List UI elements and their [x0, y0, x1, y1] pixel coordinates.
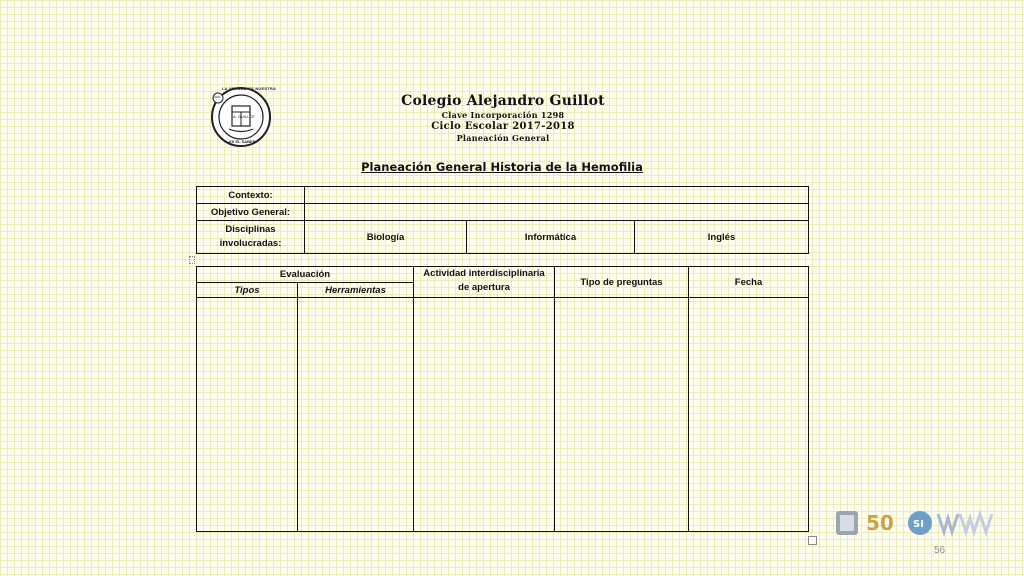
tipo-preguntas-cell[interactable]	[555, 298, 689, 532]
school-name: Colegio Alejandro Guillot	[401, 93, 605, 109]
svg-text:SI: SI	[913, 519, 924, 530]
herramientas-cell[interactable]	[298, 298, 414, 532]
seal-badge-text: UNAM	[213, 96, 221, 99]
herramientas-header: Herramientas	[298, 283, 414, 298]
school-header	[380, 93, 626, 143]
evaluation-table	[196, 266, 809, 532]
objetivo-general-value-cell[interactable]	[305, 204, 809, 221]
disciplinas-label-line2: involucradas:	[219, 238, 282, 249]
table-resize-handle[interactable]	[808, 536, 817, 545]
tipos-cell[interactable]	[197, 298, 298, 532]
seal-center-text: A. GUILLOT	[233, 114, 256, 119]
clave-incorporacion: Clave Incorporación 1298	[441, 110, 565, 120]
seal-text-top: LA VERDAD ES NUESTRA	[222, 86, 277, 91]
planeacion-general-label: Planeación General	[456, 133, 550, 143]
unam-shield-icon	[836, 511, 858, 535]
evaluacion-header: Evaluación	[197, 267, 414, 283]
discipline-ingles[interactable]: Inglés	[635, 221, 809, 254]
fecha-cell[interactable]	[689, 298, 809, 532]
document-title: Planeación General Historia de la Hemofilia	[361, 160, 643, 174]
actividad-header-line2: de apertura	[458, 281, 510, 293]
contexto-label: Contexto:	[197, 187, 305, 204]
actividad-cell[interactable]	[414, 298, 555, 532]
fecha-header: Fecha	[689, 267, 809, 298]
discipline-biologia[interactable]: Biología	[305, 221, 467, 254]
50-anniversary-logo-icon	[866, 511, 894, 535]
actividad-header-line1: Actividad interdisciplinaria	[423, 267, 545, 279]
tipo-preguntas-header: Tipo de preguntas	[555, 267, 689, 298]
disciplinas-label	[197, 221, 305, 254]
si-logo-icon	[908, 511, 932, 535]
svg-text:50: 50	[866, 511, 894, 535]
footer-logos	[834, 508, 996, 538]
discipline-informatica[interactable]: Informática	[467, 221, 635, 254]
tipos-header: Tipos	[197, 283, 298, 298]
page-number: 56	[934, 545, 946, 556]
disciplinas-label-line1: Disciplinas	[225, 224, 276, 235]
seal-text-bottom: ES EL SABER	[229, 139, 256, 144]
context-table	[196, 186, 809, 254]
actividad-header	[414, 267, 555, 298]
paragraph-mark	[189, 256, 195, 264]
ciclo-escolar: Ciclo Escolar 2017-2018	[431, 121, 575, 132]
wm-logo-icon	[938, 514, 992, 532]
contexto-value-cell[interactable]	[305, 187, 809, 204]
objetivo-general-label: Objetivo General:	[197, 204, 305, 221]
